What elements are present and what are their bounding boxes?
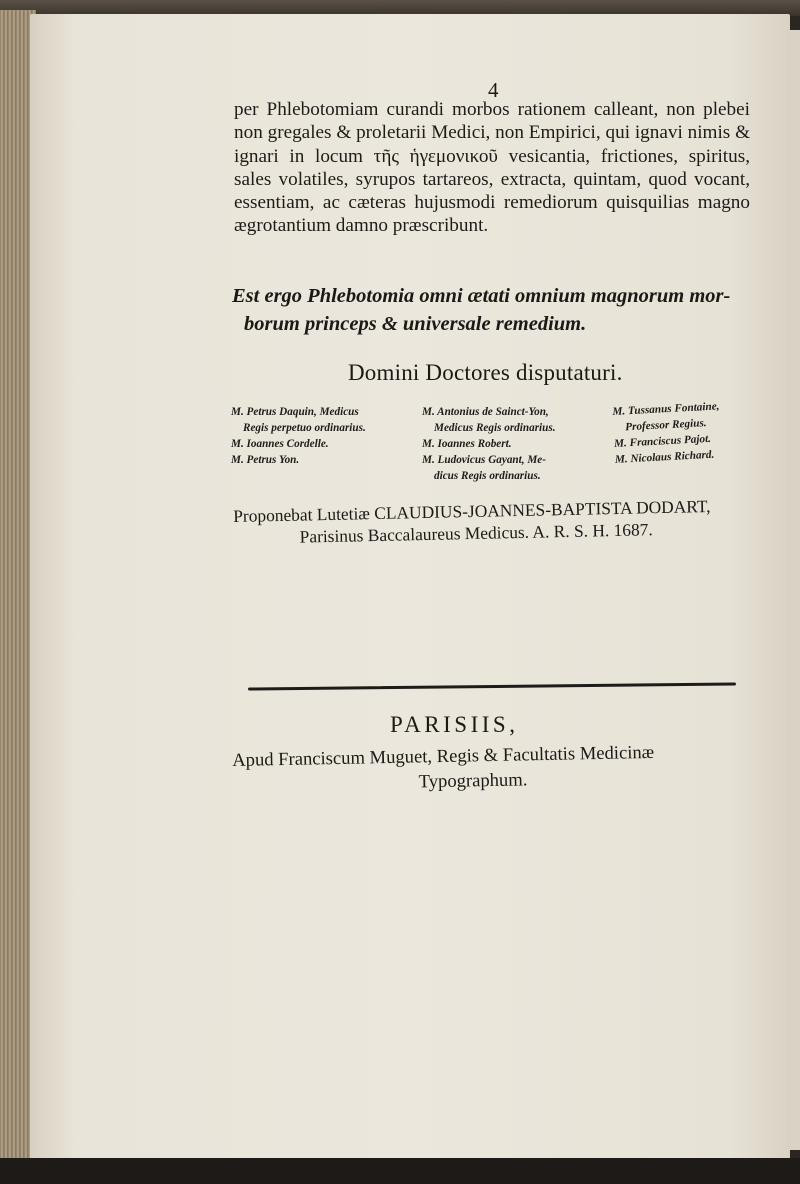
imprint-line-1: Apud Franciscum Muguet, Regis & Facultatis Medicinæ <box>232 741 655 771</box>
section-heading: Domini Doctores disputaturi. <box>348 360 623 385</box>
doctors-column-3 <box>612 396 767 468</box>
doctor-entry-continuation: Medicus Regis ordinarius. <box>434 422 556 434</box>
doctor-entry: M. Petrus Yon. <box>231 454 300 466</box>
doctor-entry: M. Nicolaus Richard. <box>614 448 715 466</box>
scan-bottom-edge <box>0 1158 800 1184</box>
conclusion-line-2: borum princeps & universale remedium. <box>244 313 587 335</box>
doctor-entry-continuation: Professor Regius. <box>624 417 707 434</box>
doctor-entry: M. Tussanus Fontaine, <box>612 400 720 418</box>
doctor-entry: M. Ioannes Cordelle. <box>231 438 329 450</box>
conclusion-statement <box>232 282 752 338</box>
doctor-entry: M. Petrus Daquin, Medicus <box>231 406 359 418</box>
imprint-line-2: Typographum. <box>418 769 528 793</box>
page-number: 4 <box>488 78 499 102</box>
imprint-place: PARISIIS, <box>390 712 519 737</box>
proponebat-line-1: Proponebat Lutetiæ CLAUDIUS-JOANNES-BAPTISTA DODART, <box>233 496 711 526</box>
imprint-printer <box>232 738 773 798</box>
doctors-column-1 <box>231 404 417 468</box>
doctor-entry: M. Franciscus Pajot. <box>613 432 712 450</box>
conclusion-line-1: Est ergo Phlebotomia omni ætati omnium magnorum mor- <box>232 285 731 307</box>
doctor-entry: M. Ludovicus Gayant, Me- <box>422 454 546 466</box>
doctor-entry: M. Ioannes Robert. <box>422 438 512 450</box>
body-paragraph: per Phlebotomiam curandi morbos rationem calleant, non plebei non gregales & proletarii Medici, non Empirici, qui ignavi nimis & ignari in locum τῆς ἡγεμονικοῦ vesicantia, frictiones, spiritus, sales volatiles, syrupos tartareos, extracta, quintam, quod vocant, essentiam, ac cæteras hujusmodi remediorum quisquilias magno ægrotantium damno præscribunt. <box>234 99 750 237</box>
doctors-column-2 <box>422 404 608 484</box>
doctor-entry-continuation: dicus Regis ordinarius. <box>434 470 541 482</box>
doctor-entry: M. Antonius de Sainct-Yon, <box>422 406 549 418</box>
doctor-entry-continuation: Regis perpetuo ordinarius. <box>243 422 366 434</box>
proponebat-line-2: Parisinus Baccalaureus Medicus. A. R. S. H. 1687. <box>299 519 653 547</box>
